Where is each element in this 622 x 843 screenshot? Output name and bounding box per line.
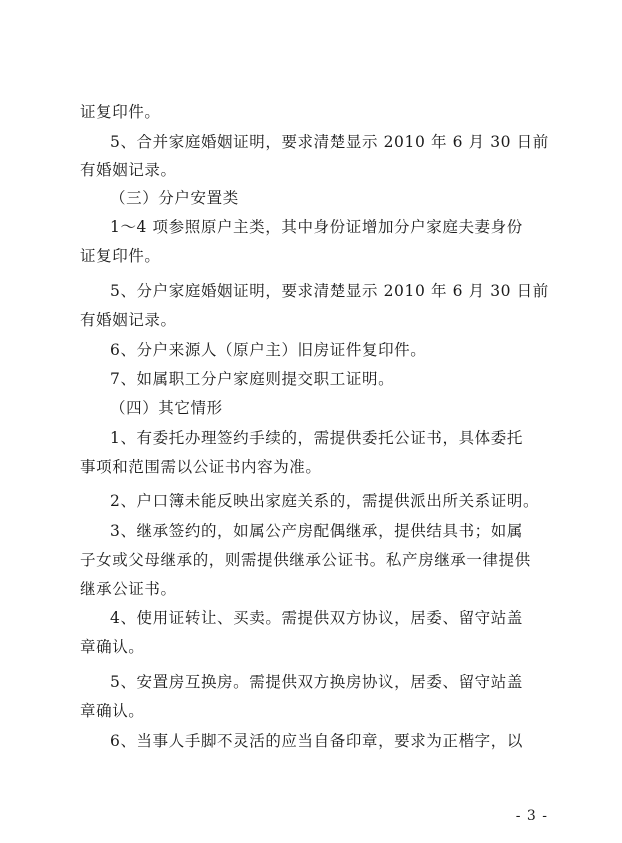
text-line: 事项和范围需以公证书内容为准。 <box>80 458 322 476</box>
text-line: 6、当事人手脚不灵活的应当自备印章，要求为正楷字，以 <box>110 732 523 750</box>
section-heading: （四）其它情形 <box>110 399 223 417</box>
text-line: 5、分户家庭婚姻证明，要求清楚显示 2010 年 6 月 30 日前 <box>110 282 549 300</box>
text-line: 有婚姻记录。 <box>80 161 177 179</box>
text-line: 证复印件。 <box>80 103 161 121</box>
text-line: 7、如属职工分户家庭则提交职工证明。 <box>110 370 395 388</box>
text-line: 1～4 项参照原户主类，其中身份证增加分户家庭夫妻身份 <box>110 218 523 236</box>
text-line: 2、户口簿未能反映出家庭关系的，需提供派出所关系证明。 <box>110 492 540 510</box>
text-line: 5、安置房互换房。需提供双方换房协议，居委、留守站盖 <box>110 673 523 691</box>
text-line: 5、合并家庭婚姻证明，要求清楚显示 2010 年 6 月 30 日前 <box>110 133 549 151</box>
text-line: 继承公证书。 <box>80 580 177 598</box>
text-line: 章确认。 <box>80 638 145 656</box>
page-number: - 3 - <box>515 808 548 824</box>
section-heading: （三）分户安置类 <box>110 189 239 207</box>
text-line: 6、分户来源人（原户主）旧房证件复印件。 <box>110 341 427 359</box>
text-line: 章确认。 <box>80 702 145 720</box>
text-line: 子女或父母继承的，则需提供继承公证书。私产房继承一律提供 <box>80 551 531 569</box>
text-line: 证复印件。 <box>80 247 161 265</box>
text-line: 4、使用证转让、买卖。需提供双方协议，居委、留守站盖 <box>110 609 523 627</box>
text-line: 1、有委托办理签约手续的，需提供委托公证书，具体委托 <box>110 429 523 447</box>
text-line: 3、继承签约的，如属公产房配偶继承，提供结具书；如属 <box>110 522 523 540</box>
text-line: 有婚姻记录。 <box>80 311 177 329</box>
